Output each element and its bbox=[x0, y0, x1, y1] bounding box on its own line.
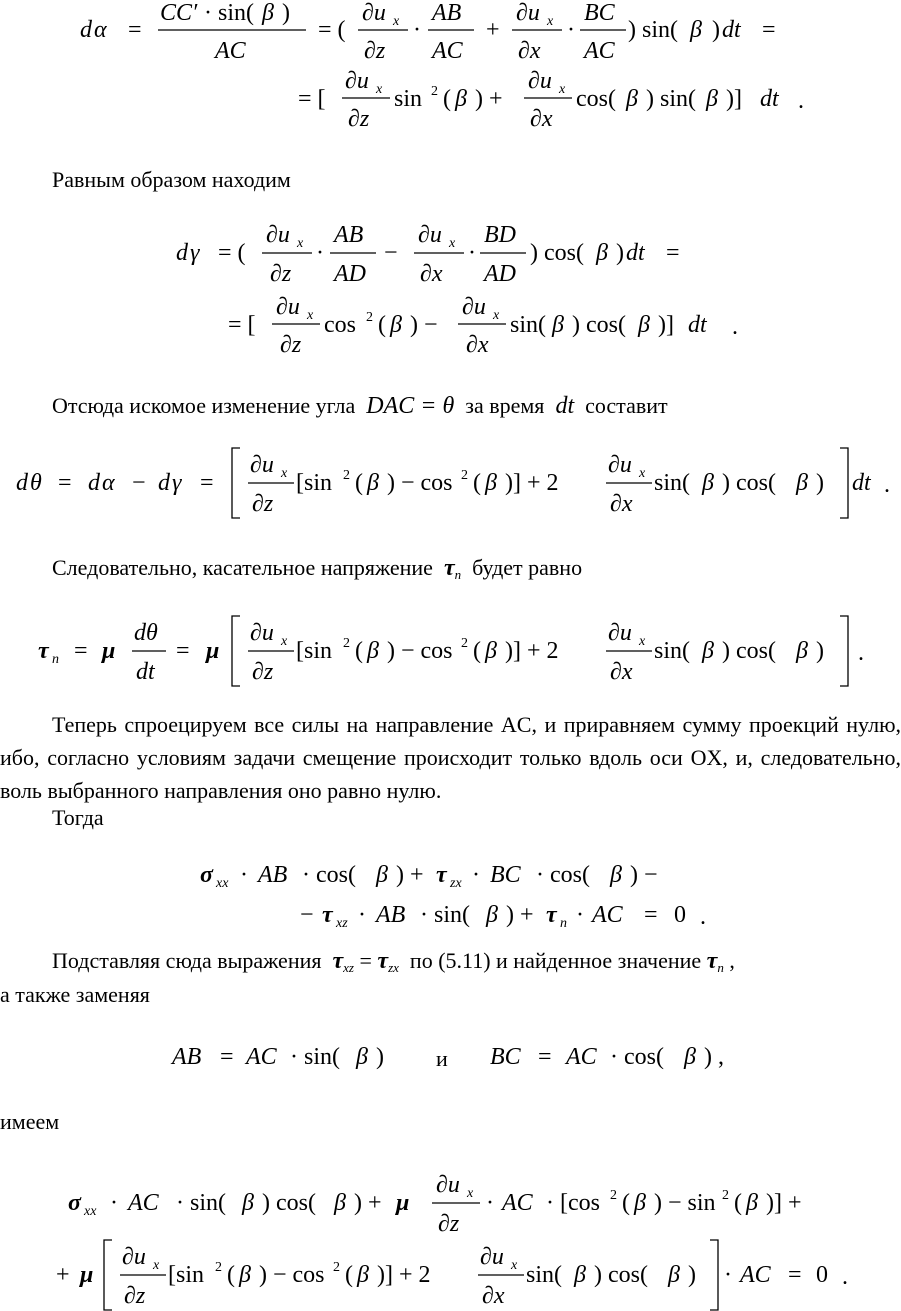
svg-text:xz: xz bbox=[336, 916, 348, 931]
svg-text:BC: BC bbox=[490, 1044, 521, 1070]
svg-text:) cos(: ) cos( bbox=[722, 638, 776, 664]
svg-text:CC′: CC′ bbox=[160, 0, 198, 26]
svg-text:) sin(: ) sin( bbox=[628, 17, 678, 43]
text-segment: Подставляя сюда выражения bbox=[52, 948, 322, 973]
svg-text:·: · bbox=[468, 240, 476, 266]
svg-text:∂z: ∂z bbox=[364, 38, 386, 64]
tau-subscript: n bbox=[454, 567, 462, 582]
svg-text:.: . bbox=[842, 1264, 848, 1290]
svg-text:dt: dt bbox=[136, 659, 155, 685]
equation-d-theta bbox=[0, 440, 901, 525]
svg-text:=: = bbox=[538, 1044, 552, 1070]
svg-text:β: β bbox=[485, 638, 497, 664]
svg-text:β: β bbox=[684, 1044, 696, 1070]
svg-text:β: β bbox=[596, 240, 608, 266]
svg-text:): ) bbox=[376, 1044, 384, 1070]
svg-text:AD: AD bbox=[334, 261, 366, 287]
svg-text:=: = bbox=[220, 1044, 234, 1070]
tau-symbol: τ bbox=[443, 555, 455, 581]
svg-text:=: = bbox=[666, 240, 680, 266]
svg-text:=: = bbox=[644, 902, 658, 928]
svg-text:β: β bbox=[486, 902, 498, 928]
svg-text:2: 2 bbox=[366, 310, 373, 325]
svg-text:d: d bbox=[80, 17, 92, 43]
svg-text:x: x bbox=[307, 308, 314, 323]
svg-text:β: β bbox=[706, 86, 718, 112]
svg-text:∂x: ∂x bbox=[610, 491, 633, 517]
svg-text:σ: σ bbox=[68, 1190, 81, 1216]
svg-text:.: . bbox=[700, 904, 706, 930]
svg-text:AC: AC bbox=[215, 38, 246, 64]
svg-text:2: 2 bbox=[215, 1260, 222, 1275]
svg-text:·: · bbox=[358, 902, 366, 928]
svg-text:) − cos: ) − cos bbox=[259, 1262, 325, 1288]
svg-text:β: β bbox=[262, 0, 274, 26]
svg-text:β: β bbox=[485, 470, 497, 496]
svg-text:· sin(: · sin( bbox=[204, 0, 254, 26]
equation-d-alpha bbox=[0, 0, 901, 132]
svg-text:γ: γ bbox=[190, 240, 200, 266]
equation-d-gamma bbox=[0, 220, 901, 365]
svg-text:.: . bbox=[858, 640, 864, 666]
svg-text:−: − bbox=[132, 470, 146, 496]
svg-text:· cos(: · cos( bbox=[610, 1044, 664, 1070]
paragraph-similarly: Равным образом находим bbox=[52, 167, 291, 192]
svg-text:AB: AB bbox=[172, 1044, 202, 1070]
svg-text:∂u: ∂u bbox=[480, 1244, 504, 1270]
svg-text:= (: = ( bbox=[318, 17, 346, 43]
svg-text:BC: BC bbox=[584, 0, 615, 26]
svg-text:AC: AC bbox=[246, 1044, 277, 1070]
svg-text:·: · bbox=[316, 240, 324, 266]
svg-text:∂u: ∂u bbox=[608, 620, 632, 646]
svg-text:x: x bbox=[547, 14, 554, 29]
paragraph-shear-stress bbox=[52, 551, 582, 591]
svg-text:· sin(: · sin( bbox=[420, 902, 470, 928]
svg-text:β: β bbox=[634, 1190, 646, 1216]
svg-text:=: = bbox=[58, 470, 72, 496]
svg-text:+: + bbox=[486, 17, 500, 43]
svg-text:·: · bbox=[724, 1262, 732, 1288]
svg-text:): ) bbox=[616, 240, 624, 266]
svg-text:): ) bbox=[282, 0, 290, 26]
svg-text:(: ( bbox=[378, 312, 386, 338]
svg-text:β: β bbox=[356, 1044, 368, 1070]
svg-text:2: 2 bbox=[461, 468, 468, 483]
svg-text:x: x bbox=[297, 236, 304, 251]
svg-text:) cos(: ) cos( bbox=[572, 312, 626, 338]
svg-text:∂u: ∂u bbox=[250, 452, 274, 478]
and-word: и bbox=[436, 1046, 448, 1071]
svg-text:AC: AC bbox=[502, 1190, 533, 1216]
svg-text:sin(: sin( bbox=[654, 470, 690, 496]
svg-text:AC: AC bbox=[740, 1262, 771, 1288]
svg-text:x: x bbox=[281, 634, 288, 649]
svg-text:AC: AC bbox=[566, 1044, 597, 1070]
svg-text:AC: AC bbox=[432, 38, 463, 64]
svg-text:∂u: ∂u bbox=[608, 452, 632, 478]
svg-text:α: α bbox=[102, 470, 115, 496]
svg-text:) cos(: ) cos( bbox=[530, 240, 584, 266]
svg-text:0: 0 bbox=[674, 902, 686, 928]
svg-text:(: ( bbox=[355, 638, 363, 664]
paragraph-we-have: имеем bbox=[0, 1109, 60, 1134]
svg-text:x: x bbox=[376, 82, 383, 97]
svg-text:(: ( bbox=[355, 470, 363, 496]
svg-text:β: β bbox=[242, 1190, 254, 1216]
svg-text:2: 2 bbox=[610, 1188, 617, 1203]
svg-text:=: = bbox=[128, 17, 142, 43]
svg-text:AB: AB bbox=[258, 862, 288, 888]
svg-text:∂u: ∂u bbox=[516, 0, 540, 26]
svg-text:zx: zx bbox=[450, 876, 462, 891]
svg-text:AB: AB bbox=[376, 902, 406, 928]
svg-text:dθ: dθ bbox=[134, 620, 158, 646]
svg-text:∂x: ∂x bbox=[518, 38, 541, 64]
paragraph-hence-angle bbox=[52, 389, 668, 423]
svg-text:[sin: [sin bbox=[296, 470, 332, 496]
svg-text:β: β bbox=[334, 1190, 346, 1216]
svg-text:2: 2 bbox=[722, 1188, 729, 1203]
svg-text:∂x: ∂x bbox=[530, 106, 553, 132]
svg-text:∂u: ∂u bbox=[362, 0, 386, 26]
svg-text:x: x bbox=[281, 466, 288, 481]
svg-text:cos: cos bbox=[324, 312, 356, 338]
svg-text:τ: τ bbox=[322, 902, 333, 928]
svg-text:BC: BC bbox=[490, 862, 521, 888]
svg-text:sin(: sin( bbox=[510, 312, 546, 338]
angle-expression: DAC = θ bbox=[366, 393, 455, 419]
svg-text:(: ( bbox=[443, 86, 451, 112]
text-segment: Отсюда искомое изменение угла bbox=[52, 393, 356, 418]
svg-text:·: · bbox=[240, 862, 248, 888]
svg-text:β: β bbox=[746, 1190, 758, 1216]
svg-text:∂z: ∂z bbox=[438, 1211, 460, 1237]
svg-text:= [: = [ bbox=[228, 312, 256, 338]
svg-text:dt: dt bbox=[688, 312, 707, 338]
svg-text:): ) bbox=[816, 638, 824, 664]
svg-text:2: 2 bbox=[431, 84, 438, 99]
svg-text:γ: γ bbox=[172, 470, 182, 496]
text-segment: за время bbox=[465, 393, 545, 418]
svg-text:·: · bbox=[576, 902, 584, 928]
svg-text:x: x bbox=[393, 14, 400, 29]
paragraph-substituting: Подставляя сюда выражения $\tau_{xz} = \tau_{zx}$ по (5.11) и найденное значение $\tau_n$ , bbox=[52, 948, 735, 975]
svg-text:xx: xx bbox=[84, 1204, 97, 1219]
svg-text:β: β bbox=[367, 638, 379, 664]
svg-text:·: · bbox=[486, 1190, 494, 1216]
svg-text:dt: dt bbox=[626, 240, 645, 266]
text-segment: Следовательно, касательное напряжение bbox=[52, 555, 433, 580]
svg-text:·: · bbox=[567, 17, 575, 43]
svg-text:)] +: )] + bbox=[766, 1190, 802, 1216]
svg-text:d: d bbox=[88, 470, 100, 496]
svg-text:β: β bbox=[668, 1262, 680, 1288]
svg-text:) +: ) + bbox=[475, 86, 503, 112]
svg-text:cos(: cos( bbox=[576, 86, 616, 112]
svg-text:=: = bbox=[176, 638, 190, 664]
svg-text:μ: μ bbox=[102, 638, 116, 664]
svg-text:∂u: ∂u bbox=[528, 68, 552, 94]
svg-text:μ: μ bbox=[80, 1262, 94, 1288]
svg-text:x: x bbox=[639, 466, 646, 481]
svg-text:) −: ) − bbox=[630, 862, 658, 888]
svg-text:) +: ) + bbox=[396, 862, 424, 888]
inline-tau-equality: $\tau_{xz} = \tau_{zx}$ bbox=[332, 948, 399, 975]
svg-text:)]: )] bbox=[726, 86, 742, 112]
svg-text:2: 2 bbox=[461, 636, 468, 651]
svg-text:(: ( bbox=[734, 1190, 742, 1216]
svg-text:)]: )] bbox=[658, 312, 674, 338]
svg-text:β: β bbox=[796, 638, 808, 664]
svg-text:): ) bbox=[712, 17, 720, 43]
svg-text:x: x bbox=[493, 308, 500, 323]
svg-text:) sin(: ) sin( bbox=[646, 86, 696, 112]
svg-text:xx: xx bbox=[216, 876, 229, 891]
svg-text:∂u: ∂u bbox=[276, 294, 300, 320]
svg-text:β: β bbox=[702, 470, 714, 496]
svg-text:= (: = ( bbox=[218, 240, 246, 266]
svg-text:.: . bbox=[798, 88, 804, 114]
svg-text:sin: sin bbox=[394, 86, 423, 112]
svg-text:.: . bbox=[732, 314, 738, 340]
svg-text:∂z: ∂z bbox=[124, 1283, 146, 1309]
svg-text:β: β bbox=[376, 862, 388, 888]
svg-text:β: β bbox=[357, 1262, 369, 1288]
svg-text:∂u: ∂u bbox=[250, 620, 274, 646]
svg-text:∂x: ∂x bbox=[482, 1283, 505, 1309]
svg-text:x: x bbox=[639, 634, 646, 649]
svg-text:·: · bbox=[110, 1190, 118, 1216]
svg-text:τ: τ bbox=[546, 902, 557, 928]
svg-text:) +: ) + bbox=[354, 1190, 382, 1216]
svg-text:θ: θ bbox=[30, 470, 42, 496]
svg-text:AC: AC bbox=[584, 38, 615, 64]
svg-text:∂u: ∂u bbox=[266, 222, 290, 248]
equation-final bbox=[0, 1172, 901, 1311]
svg-text:β: β bbox=[702, 638, 714, 664]
svg-text:[sin: [sin bbox=[296, 638, 332, 664]
svg-text:) cos(: ) cos( bbox=[594, 1262, 648, 1288]
svg-text:AD: AD bbox=[484, 261, 516, 287]
svg-text:) cos(: ) cos( bbox=[722, 470, 776, 496]
svg-text:∂u: ∂u bbox=[462, 294, 486, 320]
svg-text:· cos(: · cos( bbox=[536, 862, 590, 888]
svg-text:BD: BD bbox=[484, 222, 516, 248]
svg-text:AB: AB bbox=[334, 222, 364, 248]
paragraph-projection: Теперь спроецируем все силы на направление AC, и приравняем сумму проекций нулю, ибо, согласно условиям задачи смещение происходит только вдоль оси OX, и, следовательно, воль выбранного направления оно равно нулю. bbox=[0, 712, 901, 803]
svg-text:AB: AB bbox=[432, 0, 462, 26]
svg-text:(: ( bbox=[473, 470, 481, 496]
svg-text:dt: dt bbox=[760, 86, 779, 112]
svg-text:β: β bbox=[455, 86, 467, 112]
svg-text:=: = bbox=[788, 1262, 802, 1288]
svg-text:x: x bbox=[511, 1258, 518, 1273]
svg-text:∂u: ∂u bbox=[122, 1244, 146, 1270]
svg-text:x: x bbox=[467, 1186, 474, 1201]
svg-text:sin(: sin( bbox=[526, 1262, 562, 1288]
paragraph-then: Тогда bbox=[52, 805, 104, 830]
svg-text:· sin(: · sin( bbox=[290, 1044, 340, 1070]
svg-text:n: n bbox=[560, 916, 567, 931]
svg-text:(: ( bbox=[345, 1262, 353, 1288]
svg-text:) ,: ) , bbox=[704, 1044, 724, 1070]
svg-text:0: 0 bbox=[816, 1262, 828, 1288]
svg-text:β: β bbox=[552, 312, 564, 338]
svg-text:) − sin: ) − sin bbox=[654, 1190, 716, 1216]
svg-text:=: = bbox=[74, 638, 88, 664]
svg-text:β: β bbox=[690, 17, 702, 43]
svg-text:+: + bbox=[56, 1262, 70, 1288]
svg-text:)] + 2: )] + 2 bbox=[505, 638, 559, 664]
equation-tau-n bbox=[0, 608, 901, 693]
svg-text:β: β bbox=[390, 312, 402, 338]
svg-text:AC: AC bbox=[592, 902, 623, 928]
svg-text:β: β bbox=[610, 862, 622, 888]
text-segment: составит bbox=[585, 393, 668, 418]
svg-text:∂z: ∂z bbox=[252, 659, 274, 685]
svg-text:): ) bbox=[688, 1262, 696, 1288]
svg-text:∂u: ∂u bbox=[418, 222, 442, 248]
svg-text:(: ( bbox=[473, 638, 481, 664]
svg-text:∂z: ∂z bbox=[280, 332, 302, 358]
svg-text:∂x: ∂x bbox=[466, 332, 489, 358]
svg-text:−: − bbox=[300, 902, 314, 928]
svg-text:∂u: ∂u bbox=[345, 68, 369, 94]
svg-text:·: · bbox=[472, 862, 480, 888]
svg-text:d: d bbox=[176, 240, 188, 266]
svg-text:) +: ) + bbox=[506, 902, 534, 928]
svg-text:∂z: ∂z bbox=[348, 106, 370, 132]
svg-text:x: x bbox=[559, 82, 566, 97]
svg-text:d: d bbox=[158, 470, 170, 496]
svg-text:α: α bbox=[94, 17, 107, 43]
svg-text:sin(: sin( bbox=[654, 638, 690, 664]
svg-text:σ: σ bbox=[200, 862, 213, 888]
svg-text:∂z: ∂z bbox=[270, 261, 292, 287]
svg-text:dt: dt bbox=[852, 470, 871, 496]
svg-text:β: β bbox=[367, 470, 379, 496]
text-segment: по (5.11) и найденное значение bbox=[409, 948, 702, 973]
svg-text:) − cos: ) − cos bbox=[387, 470, 453, 496]
svg-text:· cos(: · cos( bbox=[302, 862, 356, 888]
svg-text:(: ( bbox=[622, 1190, 630, 1216]
svg-text:): ) bbox=[816, 470, 824, 496]
svg-text:β: β bbox=[574, 1262, 586, 1288]
dt-symbol: dt bbox=[555, 393, 575, 419]
svg-text:·: · bbox=[413, 17, 421, 43]
paragraph-also-replacing: а также заменяя bbox=[0, 982, 150, 1007]
svg-text:μ: μ bbox=[396, 1190, 410, 1216]
svg-text:.: . bbox=[884, 472, 890, 498]
svg-text:τ: τ bbox=[38, 638, 49, 664]
svg-text:β: β bbox=[796, 470, 808, 496]
svg-text:)] + 2: )] + 2 bbox=[505, 470, 559, 496]
svg-text:) − cos: ) − cos bbox=[387, 638, 453, 664]
svg-text:μ: μ bbox=[206, 638, 220, 664]
svg-text:= [: = [ bbox=[298, 86, 326, 112]
svg-text:−: − bbox=[384, 240, 398, 266]
svg-text:β: β bbox=[638, 312, 650, 338]
svg-text:n: n bbox=[52, 652, 59, 667]
svg-text:∂x: ∂x bbox=[610, 659, 633, 685]
svg-text:x: x bbox=[449, 236, 456, 251]
svg-text:[sin: [sin bbox=[168, 1262, 204, 1288]
tau-n-inline: τ bbox=[706, 948, 718, 974]
svg-text:(: ( bbox=[227, 1262, 235, 1288]
equation-substitutions bbox=[0, 1032, 901, 1082]
svg-text:=: = bbox=[762, 17, 776, 43]
equation-force-balance bbox=[0, 850, 901, 935]
text-segment: будет равно bbox=[472, 555, 583, 580]
svg-text:) cos(: ) cos( bbox=[262, 1190, 316, 1216]
svg-text:∂z: ∂z bbox=[252, 491, 274, 517]
svg-text:2: 2 bbox=[343, 636, 350, 651]
svg-text:∂x: ∂x bbox=[420, 261, 443, 287]
svg-text:τ: τ bbox=[436, 862, 447, 888]
svg-text:d: d bbox=[16, 470, 28, 496]
svg-text:dt: dt bbox=[722, 17, 741, 43]
svg-text:· [cos: · [cos bbox=[546, 1190, 600, 1216]
svg-text:x: x bbox=[153, 1258, 160, 1273]
svg-text:=: = bbox=[200, 470, 214, 496]
svg-text:· sin(: · sin( bbox=[176, 1190, 226, 1216]
svg-text:∂u: ∂u bbox=[436, 1172, 460, 1198]
svg-text:AC: AC bbox=[128, 1190, 159, 1216]
svg-text:2: 2 bbox=[333, 1260, 340, 1275]
svg-text:)] + 2: )] + 2 bbox=[377, 1262, 431, 1288]
svg-text:2: 2 bbox=[343, 468, 350, 483]
svg-text:β: β bbox=[626, 86, 638, 112]
svg-text:) −: ) − bbox=[410, 312, 438, 338]
svg-text:β: β bbox=[239, 1262, 251, 1288]
